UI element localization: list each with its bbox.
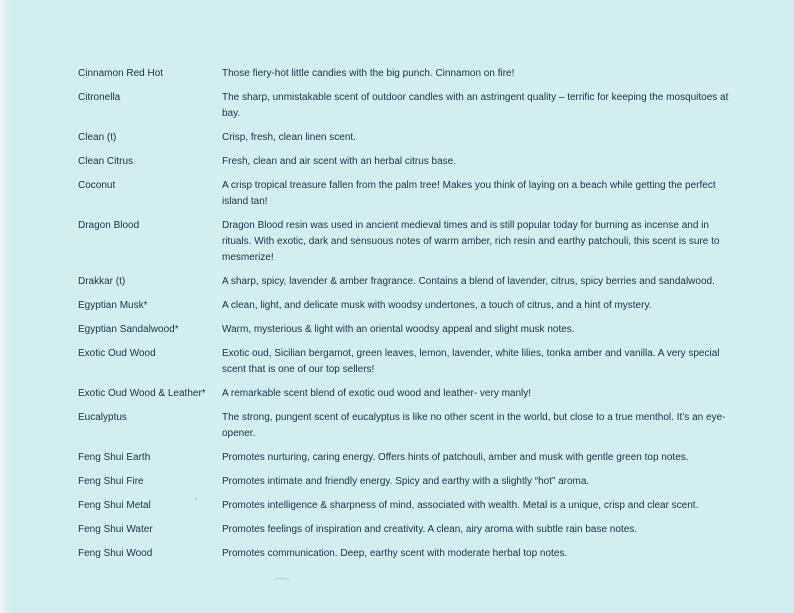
scent-row xyxy=(78,386,738,402)
scent-name: Feng Shui Water xyxy=(78,524,153,535)
scent-description: A remarkable scent blend of exotic oud wood and leather- very manly! xyxy=(222,388,532,399)
scent-name: Exotic Oud Wood & Leather* xyxy=(78,388,206,399)
scent-row xyxy=(78,450,738,466)
scent-name: Drakkar (t) xyxy=(78,276,126,287)
scent-name: Exotic Oud Wood xyxy=(78,348,156,359)
scent-description: Fresh, clean and air scent with an herbal citrus base. xyxy=(222,156,457,167)
scent-description: A clean, light, and delicate musk with woodsy undertones, a touch of citrus, and a hint of mystery. xyxy=(222,300,652,311)
scent-description: The sharp, unmistakable scent of outdoor candles with an astringent quality – terrific for keeping the mosquitoes at bay. xyxy=(222,92,729,119)
scent-row xyxy=(78,178,738,210)
scent-name: Eucalyptus xyxy=(78,412,127,423)
scent-row xyxy=(78,130,738,146)
scent-name: Dragon Blood xyxy=(78,220,140,231)
scent-row xyxy=(78,546,738,562)
scent-description: The strong, pungent scent of eucalyptus is like no other scent in the world, but close to a true menthol. It’s an eye-opener. xyxy=(222,412,726,439)
scent-row xyxy=(78,322,738,338)
page-edge xyxy=(0,0,10,613)
scent-description: Those fiery-hot little candies with the big punch. Cinnamon on fire! xyxy=(222,68,515,79)
scent-name: Egyptian Musk* xyxy=(78,300,148,311)
scent-row xyxy=(78,498,738,514)
scent-name: Feng Shui Metal xyxy=(78,500,151,511)
scent-row xyxy=(78,410,738,442)
scent-row xyxy=(78,66,738,82)
scent-row xyxy=(78,90,738,122)
scent-name: Cinnamon Red Hot xyxy=(78,68,164,79)
scent-row xyxy=(78,474,738,490)
scent-row xyxy=(78,154,738,170)
scent-description: Promotes communication. Deep, earthy scent with moderate herbal top notes. xyxy=(222,548,568,559)
scent-description: A crisp tropical treasure fallen from the palm tree! Makes you think of laying on a beach while getting the perfect island tan! xyxy=(222,180,716,207)
scent-name: Clean (t) xyxy=(78,132,117,143)
scent-description: Promotes nurturing, caring energy. Offers hints of patchouli, amber and musk with gentle green top notes. xyxy=(222,452,689,463)
scent-name: Feng Shui Earth xyxy=(78,452,151,463)
scent-row xyxy=(78,522,738,538)
scent-name: Egyptian Sandalwood* xyxy=(78,324,179,335)
scent-row xyxy=(78,274,738,290)
scent-row xyxy=(78,298,738,314)
scent-description: Dragon Blood resin was used in ancient medieval times and is still popular today for burning as incense and in rituals. With exotic, dark and sensuous notes of warm amber, rich resin and earthy patchouli, this scent is sure to mesmerize! xyxy=(222,220,720,263)
scent-name: Coconut xyxy=(78,180,116,191)
scent-description: Warm, mysterious & light with an oriental woodsy appeal and slight musk notes. xyxy=(222,324,575,335)
paper-dot xyxy=(195,498,197,500)
scent-description: Exotic oud, Sicilian bergamot, green leaves, lemon, lavender, white lilies, tonka amber and vanilla. A very special scent that is one of our top sellers! xyxy=(222,348,720,375)
scent-name: Clean Citrus xyxy=(78,156,134,167)
scent-description: A sharp, spicy, lavender & amber fragrance. Contains a blend of lavender, citrus, spicy berries and sandalwood. xyxy=(222,276,715,287)
scent-row xyxy=(78,346,738,378)
scent-name: Citronella xyxy=(78,92,121,103)
scent-description: Promotes intimate and friendly energy. Spicy and earthy with a slightly “hot” aroma. xyxy=(222,476,590,487)
scent-name: Feng Shui Fire xyxy=(78,476,144,487)
scent-list xyxy=(78,66,738,570)
scent-description: Promotes feelings of inspiration and creativity. A clean, airy aroma with subtle rain base notes. xyxy=(222,524,638,535)
scent-description: Crisp, fresh, clean linen scent. xyxy=(222,132,356,143)
scent-description: Promotes intelligence & sharpness of mind, associated with wealth. Metal is a unique, crisp and clear scent. xyxy=(222,500,699,511)
scent-name: Feng Shui Wood xyxy=(78,548,153,559)
scent-row xyxy=(78,218,738,266)
paper-speck xyxy=(274,578,290,583)
